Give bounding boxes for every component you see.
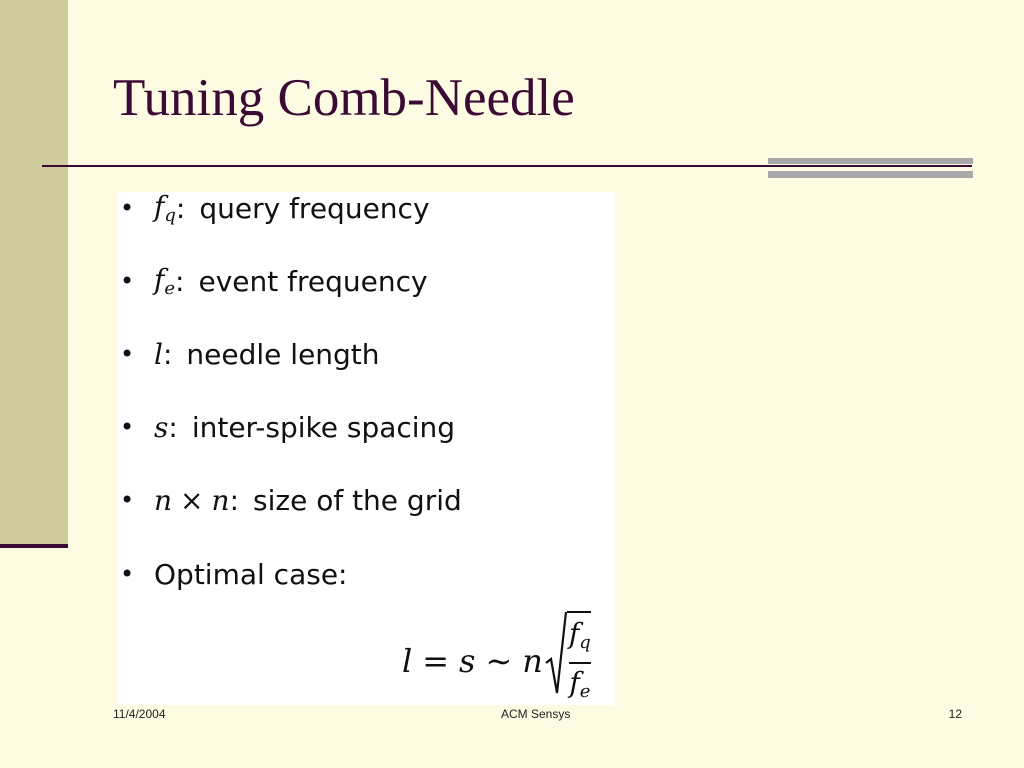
math-variable-n: n (211, 483, 230, 517)
math-variable-s: s (154, 410, 169, 444)
footer-page-number: 12 (948, 707, 962, 721)
math-variable-n: n (154, 483, 173, 517)
sqrt-sign-icon (545, 611, 567, 697)
var-symbol: f (154, 190, 165, 223)
bullet-dot: • (120, 413, 135, 441)
denominator-subscript: e (579, 681, 591, 702)
formula-sim: ∼ (485, 642, 513, 680)
footer-date: 11/4/2004 (113, 707, 166, 721)
formula-radicand (567, 611, 591, 711)
colon: : (229, 483, 239, 517)
bullet-needle-length (118, 334, 380, 374)
formula-s: s (459, 642, 476, 680)
bullet-event-frequency (118, 261, 428, 301)
formula-sqrt (545, 611, 591, 711)
fraction-numerator (569, 615, 591, 662)
optimal-case-formula (402, 617, 591, 705)
bullet-text: inter-spike spacing (191, 410, 456, 444)
bullet-text: query frequency (199, 191, 430, 225)
var-symbol: f (154, 263, 165, 296)
bullet-dot: • (120, 560, 135, 588)
formula-equals: = (422, 642, 450, 680)
divider-band-top (768, 158, 973, 164)
bullet-optimal-case (118, 554, 347, 594)
formula-l: l (402, 642, 413, 680)
bullet-dot: • (120, 267, 135, 295)
math-variable-fq (154, 190, 176, 226)
left-decorative-bar (0, 0, 68, 545)
formula-n: n (522, 642, 543, 680)
colon: : (168, 410, 178, 444)
left-bar-accent-line (0, 544, 68, 548)
numerator-subscript: q (579, 632, 591, 653)
math-variable-l: l (154, 337, 163, 371)
fraction-denominator (569, 664, 590, 711)
colon: : (175, 191, 186, 225)
bullet-text: needle length (186, 337, 380, 371)
times-symbol: × (180, 483, 204, 517)
footer-center-text: ACM Sensys (501, 707, 571, 721)
bullet-grid-size (118, 480, 462, 520)
bullet-text: Optimal case: (154, 557, 348, 591)
bullet-dot: • (120, 194, 135, 222)
denominator-var: f (569, 666, 580, 699)
bullet-text: size of the grid (253, 483, 462, 517)
colon: : (175, 264, 185, 298)
var-subscript: e (164, 278, 176, 299)
numerator-var: f (568, 617, 580, 650)
colon: : (162, 337, 173, 371)
content-panel (118, 192, 615, 705)
bullet-dot: • (120, 340, 135, 368)
math-variable-fe (154, 263, 175, 299)
bullet-dot: • (120, 486, 135, 514)
divider-band-bottom (768, 171, 973, 178)
bullet-text: event frequency (198, 264, 428, 298)
title-divider-block (768, 158, 973, 178)
bullet-query-frequency (118, 188, 430, 228)
var-subscript: q (164, 205, 176, 226)
bullet-inter-spike-spacing (118, 407, 455, 447)
slide-title: Tuning Comb-Needle (113, 69, 575, 127)
